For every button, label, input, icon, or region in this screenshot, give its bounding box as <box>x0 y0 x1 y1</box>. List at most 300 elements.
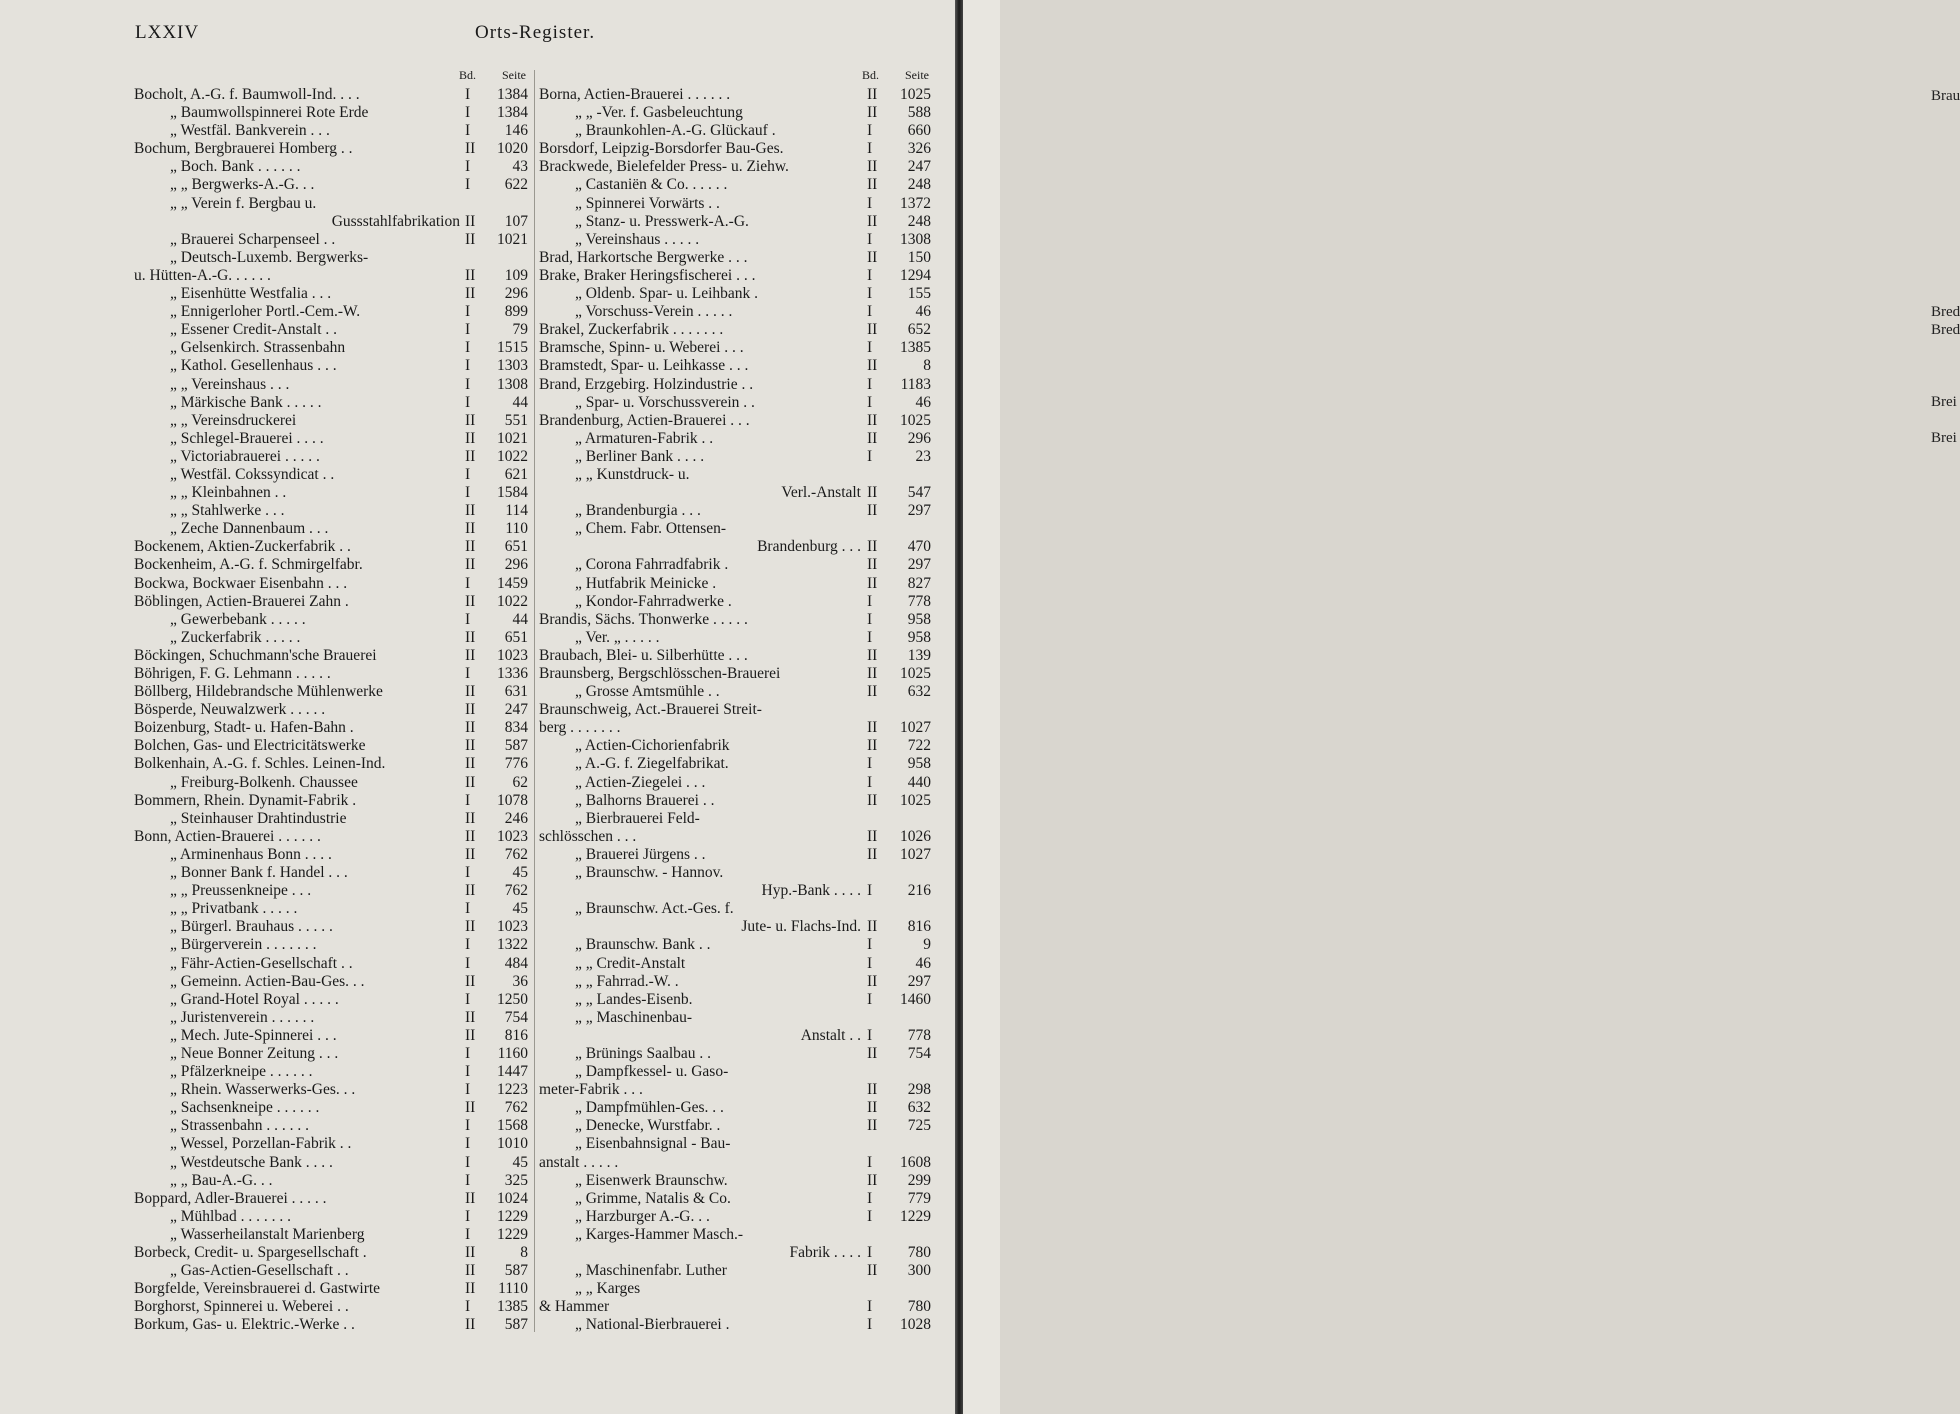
entry-name: „ Braunschw. Act.-Ges. f. <box>575 900 734 918</box>
register-entry <box>134 918 528 936</box>
register-entry <box>539 973 931 991</box>
entry-name: Böllberg, Hildebrandsche Mühlenwerke <box>134 683 383 701</box>
entry-volume: II <box>867 719 878 737</box>
entry-page: 958 <box>907 628 931 646</box>
entry-name: Boizenburg, Stadt- u. Hafen-Bahn . <box>134 719 354 737</box>
entry-page: 1025 <box>900 791 931 809</box>
register-entry <box>539 755 931 773</box>
entry-volume: I <box>867 1153 873 1171</box>
entry-name: „ Kondor-Fahrradwerke . <box>575 592 732 610</box>
entry-volume: I <box>465 158 471 176</box>
entry-name: Jute- u. Flachs-Ind. <box>741 918 861 936</box>
register-page <box>0 0 955 1414</box>
entry-page: 779 <box>907 1189 931 1207</box>
entry-name: „ Actien-Ziegelei . . . <box>575 773 706 791</box>
register-entry <box>539 484 931 502</box>
entry-volume: II <box>867 357 878 375</box>
entry-name: „ Actien-Cichorienfabrik <box>575 737 730 755</box>
register-entry <box>539 394 931 412</box>
entry-volume: I <box>465 1117 471 1135</box>
register-entry <box>134 575 528 593</box>
register-entry <box>539 1262 931 1280</box>
register-entry <box>134 774 528 792</box>
register-entry <box>539 900 931 918</box>
register-entry <box>539 249 931 267</box>
register-entry <box>134 701 528 719</box>
register-entry <box>539 1280 931 1298</box>
entry-volume: II <box>465 737 476 755</box>
entry-name: Bramsche, Spinn- u. Weberei . . . <box>539 339 744 357</box>
entry-volume: II <box>867 104 878 122</box>
book-binding <box>955 0 963 1414</box>
entry-volume: I <box>867 339 873 357</box>
entry-name: „ Strassenbahn . . . . . . <box>170 1117 310 1135</box>
register-entry <box>134 412 528 430</box>
entry-volume: I <box>465 1063 471 1081</box>
entry-volume: II <box>465 1026 476 1044</box>
entry-page: 622 <box>504 176 528 194</box>
entry-name: „ Brünings Saalbau . . <box>575 1044 712 1062</box>
register-entry <box>539 647 931 665</box>
register-entry <box>539 882 931 900</box>
entry-volume: II <box>465 230 476 248</box>
entry-name: „ Eisenbahnsignal - Bau- <box>575 1135 731 1153</box>
entry-name: „ Hutfabrik Meinicke . <box>575 574 717 592</box>
entry-volume: I <box>867 122 873 140</box>
entry-volume: II <box>867 158 878 176</box>
entry-page: 780 <box>907 1298 931 1316</box>
register-entry <box>134 556 528 574</box>
entry-volume: II <box>465 1008 476 1026</box>
next-page-fragment: Bred <box>1931 322 1960 338</box>
entry-volume: II <box>867 502 878 520</box>
entry-page: 1303 <box>497 357 528 375</box>
entry-page: 651 <box>504 628 528 646</box>
entry-volume: II <box>465 719 476 737</box>
entry-page: 762 <box>504 845 528 863</box>
register-entry <box>134 303 528 321</box>
entry-page: 45 <box>512 900 528 918</box>
entry-volume: I <box>465 954 471 972</box>
register-entry <box>539 792 931 810</box>
entry-page: 1308 <box>497 375 528 393</box>
entry-name: „ Gelsenkirch. Strassenbahn <box>170 339 346 357</box>
entry-name: „ Bürgerverein . . . . . . . <box>170 936 317 954</box>
entry-name: Brandis, Sächs. Thonwerke . . . . . <box>539 610 748 628</box>
register-entry <box>134 1190 528 1208</box>
entry-page: 9 <box>923 936 931 954</box>
entry-name: „ „ Bau-A.-G. . . <box>170 1171 273 1189</box>
entry-page: 776 <box>504 755 528 773</box>
register-entry <box>134 737 528 755</box>
register-entry <box>539 466 931 484</box>
register-entry <box>539 412 931 430</box>
entry-volume: II <box>465 538 476 556</box>
entry-page: 631 <box>504 683 528 701</box>
entry-page: 1250 <box>497 990 528 1008</box>
entry-page: 1027 <box>900 719 931 737</box>
entry-name: „ „ Verein f. Bergbau u. <box>170 194 317 212</box>
register-entry <box>539 846 931 864</box>
entry-name: „ „ Vereinshaus . . . <box>170 375 290 393</box>
entry-page: 297 <box>907 972 931 990</box>
entry-page: 1021 <box>497 429 528 447</box>
entry-volume: I <box>465 1044 471 1062</box>
entry-volume: I <box>465 1153 471 1171</box>
register-entry <box>134 86 528 104</box>
entry-volume: II <box>465 140 476 158</box>
entry-name: „ Gewerbebank . . . . . <box>170 610 306 628</box>
entry-page: 1023 <box>497 827 528 845</box>
entry-name: „ Gas-Actien-Gesellschaft . . <box>170 1262 349 1280</box>
volume-header: Bd. <box>458 68 476 82</box>
entry-page: 247 <box>907 158 931 176</box>
entry-page: 780 <box>907 1244 931 1261</box>
entry-volume: II <box>867 665 878 682</box>
entry-volume: II <box>867 845 878 863</box>
entry-page: 1584 <box>497 484 528 502</box>
entry-volume: II <box>465 972 476 990</box>
entry-page: 23 <box>915 447 931 465</box>
entry-page: 1022 <box>497 447 528 465</box>
entry-volume: II <box>867 646 878 664</box>
entry-volume: I <box>465 1207 471 1225</box>
register-entry <box>539 1081 931 1099</box>
entry-page: 299 <box>907 1171 931 1189</box>
entry-name: „ Bürgerl. Brauhaus . . . . . <box>170 918 333 936</box>
entry-name: „ Freiburg-Bolkenh. Chaussee <box>170 773 358 791</box>
entry-page: 46 <box>915 954 931 972</box>
entry-name: Brackwede, Bielefelder Press- u. Ziehw. <box>539 158 789 176</box>
entry-name: „ Westfäl. Cokssyndicat . . <box>170 465 335 483</box>
register-entry <box>539 1117 931 1135</box>
entry-volume: I <box>465 484 471 502</box>
entry-volume: II <box>867 827 878 845</box>
entry-page: 1021 <box>497 230 528 248</box>
entry-volume: I <box>867 610 873 628</box>
entry-volume: I <box>867 936 873 954</box>
entry-volume: II <box>867 737 878 755</box>
entry-volume: II <box>867 918 878 936</box>
register-entry <box>539 991 931 1009</box>
entry-name: „ Eisenhütte Westfalia . . . <box>170 285 332 303</box>
entry-name: „ Vereinshaus . . . . . <box>575 230 700 248</box>
entry-name: Bolchen, Gas- und Electricitätswerke <box>134 737 366 755</box>
entry-page: 1608 <box>900 1153 931 1171</box>
entry-volume: I <box>465 465 471 483</box>
register-entry <box>539 810 931 828</box>
entry-volume: II <box>867 484 878 502</box>
entry-volume: I <box>465 574 471 592</box>
entry-page: 484 <box>504 954 528 972</box>
entry-page: 45 <box>512 1153 528 1171</box>
register-entry <box>539 593 931 611</box>
register-entry <box>539 176 931 194</box>
register-entry <box>539 665 931 683</box>
register-entry <box>134 1154 528 1172</box>
register-entry <box>134 1081 528 1099</box>
entry-volume: I <box>465 393 471 411</box>
register-entry <box>134 1027 528 1045</box>
register-entry <box>539 1135 931 1153</box>
entry-page: 43 <box>512 158 528 176</box>
entry-volume: II <box>867 321 878 339</box>
next-page-edge <box>963 0 1960 1414</box>
entry-page: 139 <box>907 646 931 664</box>
register-entry <box>134 955 528 973</box>
entry-page: 1010 <box>497 1135 528 1153</box>
entry-volume: II <box>465 918 476 936</box>
entry-name: „ Wasserheilanstalt Marienberg <box>170 1225 365 1243</box>
entry-volume: I <box>465 321 471 339</box>
entry-page: 114 <box>505 502 528 520</box>
entry-volume: II <box>867 248 878 266</box>
register-entry <box>134 502 528 520</box>
entry-page: 551 <box>504 411 528 429</box>
entry-page: 248 <box>907 212 931 230</box>
entry-volume: I <box>867 1189 873 1207</box>
register-entry <box>134 755 528 773</box>
entry-name: „ Wessel, Porzellan-Fabrik . . <box>170 1135 352 1153</box>
entry-volume: II <box>465 1244 476 1261</box>
entry-page: 632 <box>907 683 931 701</box>
register-entry <box>134 792 528 810</box>
entry-name: Borna, Actien-Brauerei . . . . . . <box>539 86 731 103</box>
entry-name: Brandenburg, Actien-Brauerei . . . <box>539 411 750 429</box>
entry-volume: I <box>867 954 873 972</box>
entry-page: 588 <box>907 104 931 122</box>
entry-volume: I <box>465 1225 471 1243</box>
register-entry <box>134 538 528 556</box>
register-entry <box>134 846 528 864</box>
register-entry <box>134 936 528 954</box>
entry-name: „ Dampfmühlen-Ges. . . <box>575 1099 724 1117</box>
entry-volume: I <box>465 375 471 393</box>
entry-page: 297 <box>907 502 931 520</box>
register-entry <box>134 1099 528 1117</box>
entry-name: „ „ Fahrrad.-W. . <box>575 972 679 990</box>
entry-name: „ Spar- u. Vorschussverein . . <box>575 393 755 411</box>
entry-name: Borkum, Gas- u. Elektric.-Werke . . <box>134 1316 355 1334</box>
entry-name: „ Baumwollspinnerei Rote Erde <box>170 104 369 122</box>
entry-volume: II <box>465 447 476 465</box>
entry-name: „ Harzburger A.-G. . . <box>575 1207 710 1225</box>
entry-volume: II <box>465 502 476 520</box>
entry-volume: II <box>867 1081 878 1099</box>
entry-volume: I <box>465 303 471 321</box>
entry-name: „ „ Stahlwerke . . . <box>170 502 285 520</box>
entry-name: Verl.-Anstalt <box>781 484 861 502</box>
register-entry <box>134 484 528 502</box>
entry-page: 754 <box>907 1044 931 1062</box>
entry-page: 1027 <box>900 845 931 863</box>
entry-name: Braunsberg, Bergschlösschen-Brauerei <box>539 665 781 682</box>
entry-volume: I <box>867 393 873 411</box>
register-entry <box>134 339 528 357</box>
entry-page: 1460 <box>900 990 931 1008</box>
page-header <box>0 22 955 46</box>
register-entry <box>539 1316 931 1334</box>
register-entry <box>134 991 528 1009</box>
entry-name: Brad, Harkortsche Bergwerke . . . <box>539 248 748 266</box>
register-entry <box>134 593 528 611</box>
register-entry <box>134 973 528 991</box>
entry-page: 587 <box>504 1316 528 1334</box>
register-entry <box>539 520 931 538</box>
right-column-header <box>539 68 931 86</box>
entry-page: 1336 <box>497 665 528 682</box>
register-entry <box>134 882 528 900</box>
register-entry <box>134 1262 528 1280</box>
entry-volume: I <box>465 339 471 357</box>
entry-name: „ A.-G. f. Ziegelfabrikat. <box>575 755 729 773</box>
entry-volume: II <box>465 520 476 538</box>
register-entry <box>539 774 931 792</box>
register-entry <box>134 195 528 213</box>
entry-volume: I <box>465 1081 471 1099</box>
entry-volume: II <box>867 411 878 429</box>
register-entry <box>134 1135 528 1153</box>
register-entry <box>134 448 528 466</box>
register-entry <box>539 1063 931 1081</box>
entry-name: „ Arminenhaus Bonn . . . . <box>170 845 332 863</box>
entry-volume: II <box>465 628 476 646</box>
entry-name: Braubach, Blei- u. Silberhütte . . . <box>539 646 748 664</box>
register-entry <box>134 647 528 665</box>
entry-name: „ Bierbrauerei Feld- <box>575 809 700 827</box>
entry-name: Hyp.-Bank . . . . <box>761 882 861 900</box>
entry-name: „ „ Vereinsdruckerei <box>170 411 297 429</box>
entry-page: 816 <box>504 1026 528 1044</box>
register-entry <box>134 665 528 683</box>
entry-name: „ Braunschw. - Hannov. <box>575 864 724 882</box>
entry-volume: II <box>867 1171 878 1189</box>
register-entry <box>539 104 931 122</box>
register-entry <box>539 719 931 737</box>
entry-page: 632 <box>907 1099 931 1117</box>
entry-volume: II <box>465 429 476 447</box>
register-entry <box>134 719 528 737</box>
entry-page: 1229 <box>497 1207 528 1225</box>
entry-name: „ Grand-Hotel Royal . . . . . <box>170 990 339 1008</box>
register-entry <box>134 1045 528 1063</box>
register-entry <box>134 140 528 158</box>
entry-name: berg . . . . . . . <box>539 719 621 737</box>
entry-name: meter-Fabrik . . . <box>539 1081 643 1099</box>
entry-page: 1025 <box>900 665 931 682</box>
left-column <box>134 68 528 1334</box>
entry-name: „ „ Credit-Anstalt <box>575 954 686 972</box>
entry-page: 36 <box>512 972 528 990</box>
entry-name: Boppard, Adler-Brauerei . . . . . <box>134 1189 327 1207</box>
entry-name: anstalt . . . . . <box>539 1153 619 1171</box>
entry-name: Braunschweig, Act.-Brauerei Streit- <box>539 701 762 719</box>
entry-page: 725 <box>907 1117 931 1135</box>
entry-volume: II <box>867 1117 878 1135</box>
entry-page: 1459 <box>497 574 528 592</box>
entry-name: Borghorst, Spinnerei u. Weberei . . <box>134 1298 349 1316</box>
entry-volume: II <box>867 683 878 701</box>
entry-volume: I <box>867 990 873 1008</box>
entry-name: „ Westfäl. Bankverein . . . <box>170 122 330 140</box>
entry-volume: II <box>867 176 878 194</box>
entry-name: Bockwa, Bockwaer Eisenbahn . . . <box>134 574 348 592</box>
entry-name: Böhrigen, F. G. Lehmann . . . . . <box>134 665 331 682</box>
entry-page: 816 <box>907 918 931 936</box>
entry-name: „ „ Bergwerks-A.-G. . . <box>170 176 315 194</box>
entry-page: 1020 <box>497 140 528 158</box>
page-number: LXXIV <box>135 22 200 43</box>
entry-name: „ Dampfkessel- u. Gaso- <box>575 1063 729 1081</box>
entry-volume: II <box>465 646 476 664</box>
entry-name: „ Stanz- u. Presswerk-A.-G. <box>575 212 749 230</box>
entry-volume: I <box>867 266 873 284</box>
register-entry <box>539 629 931 647</box>
entry-volume: I <box>465 610 471 628</box>
entry-volume: I <box>465 791 471 809</box>
register-entry <box>134 213 528 231</box>
register-entry <box>134 1226 528 1244</box>
register-entry <box>134 828 528 846</box>
entry-page: 958 <box>907 755 931 773</box>
entry-name: „ Ennigerloher Portl.-Cem.-W. <box>170 303 361 321</box>
entry-name: u. Hütten-A.-G. . . . . . <box>134 266 271 284</box>
register-entry <box>539 1045 931 1063</box>
entry-page: 1023 <box>497 646 528 664</box>
register-entry <box>134 466 528 484</box>
register-entry <box>134 1316 528 1334</box>
entry-name: „ Pfälzerkneipe . . . . . . <box>170 1063 313 1081</box>
entry-name: „ Mech. Jute-Spinnerei . . . <box>170 1026 337 1044</box>
entry-name: „ Braunkohlen-A.-G. Glückauf . <box>575 122 776 140</box>
entry-volume: II <box>465 266 476 284</box>
entry-page: 440 <box>907 773 931 791</box>
entry-page: 1028 <box>900 1316 931 1334</box>
entry-volume: I <box>867 882 873 900</box>
entry-page: 298 <box>907 1081 931 1099</box>
register-entry <box>134 629 528 647</box>
entry-volume: II <box>867 1262 878 1280</box>
register-entry <box>134 104 528 122</box>
entry-page: 79 <box>512 321 528 339</box>
entry-page: 1183 <box>900 375 931 393</box>
entry-page: 296 <box>907 429 931 447</box>
entry-page: 216 <box>907 882 931 900</box>
register-entry <box>539 502 931 520</box>
register-entry <box>539 430 931 448</box>
register-entry <box>134 810 528 828</box>
register-entry <box>539 122 931 140</box>
entry-page: 470 <box>907 538 931 556</box>
register-entry <box>539 213 931 231</box>
entry-page: 1229 <box>900 1207 931 1225</box>
entry-page: 827 <box>907 574 931 592</box>
entry-page: 1023 <box>497 918 528 936</box>
register-entry <box>539 1244 931 1262</box>
right-column <box>539 68 931 1334</box>
entry-volume: II <box>465 701 476 719</box>
entry-name: Bockenem, Aktien-Zuckerfabrik . . <box>134 538 351 556</box>
entry-page: 1384 <box>497 86 528 103</box>
left-column-header <box>134 68 528 86</box>
entry-page: 296 <box>504 285 528 303</box>
register-entry <box>539 556 931 574</box>
register-entry <box>539 1298 931 1316</box>
register-entry <box>539 1027 931 1045</box>
entry-name: „ Märkische Bank . . . . . <box>170 393 322 411</box>
page-header-label: Seite <box>502 68 526 82</box>
entry-page: 1110 <box>498 1280 528 1298</box>
